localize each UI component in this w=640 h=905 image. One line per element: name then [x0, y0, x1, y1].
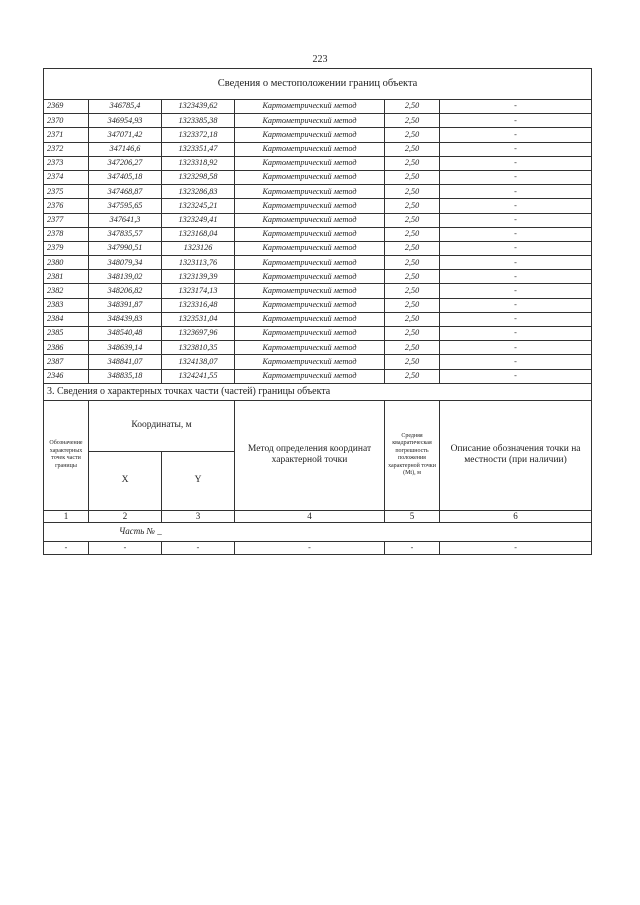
- table-cell: -: [440, 541, 592, 554]
- table-cell: Картометрический метод: [235, 298, 385, 312]
- table-cell: 347206,27: [89, 156, 162, 170]
- table-row: [44, 114, 592, 128]
- table-cell: 2,50: [385, 156, 440, 170]
- table-cell: 2375: [44, 185, 89, 199]
- section-title-row: [44, 69, 592, 100]
- empty-row: [44, 541, 592, 554]
- table-cell: Картометрический метод: [235, 199, 385, 213]
- table-cell: 2,50: [385, 355, 440, 369]
- section3-title: 3. Сведения о характерных точках части (частей) границы объекта: [44, 383, 592, 400]
- table-cell: 1323372,18: [162, 128, 235, 142]
- table-cell: -: [440, 100, 592, 114]
- table-cell: 2,50: [385, 312, 440, 326]
- table-cell: 1323439,62: [162, 100, 235, 114]
- table-cell: -: [440, 156, 592, 170]
- table-cell: 2381: [44, 270, 89, 284]
- header-row-1: [44, 400, 592, 451]
- table-cell: 347595,65: [89, 199, 162, 213]
- column-number: 6: [440, 510, 592, 522]
- table-cell: Картометрический метод: [235, 142, 385, 156]
- table-cell: 348540,48: [89, 327, 162, 341]
- table-cell: 347835,57: [89, 227, 162, 241]
- column-number: 1: [44, 510, 89, 522]
- column-number: 4: [235, 510, 385, 522]
- table-cell: Картометрический метод: [235, 170, 385, 184]
- table-cell: -: [440, 185, 592, 199]
- table-cell: 1323351,47: [162, 142, 235, 156]
- table-cell: 2,50: [385, 185, 440, 199]
- table-row: [44, 256, 592, 270]
- table-cell: -: [440, 369, 592, 383]
- table-cell: 348841,07: [89, 355, 162, 369]
- table-cell: -: [162, 541, 235, 554]
- table-cell: 2,50: [385, 298, 440, 312]
- table-cell: 2382: [44, 284, 89, 298]
- table-row: [44, 284, 592, 298]
- header-y: Y: [162, 451, 235, 510]
- header-coordinates: Координаты, м: [89, 400, 235, 451]
- boundary-table: [43, 68, 592, 555]
- page-number: 223: [312, 54, 328, 65]
- table-cell: Картометрический метод: [235, 114, 385, 128]
- table-cell: 1323174,13: [162, 284, 235, 298]
- table-cell: Картометрический метод: [235, 213, 385, 227]
- table-cell: 347468,87: [89, 185, 162, 199]
- table-cell: 1323697,96: [162, 327, 235, 341]
- table-cell: -: [44, 541, 89, 554]
- table-row: [44, 170, 592, 184]
- table-row: [44, 199, 592, 213]
- table-row: [44, 241, 592, 255]
- table-row: [44, 270, 592, 284]
- part-label: Часть № _: [44, 522, 592, 541]
- table-cell: -: [440, 213, 592, 227]
- table-cell: 1323139,39: [162, 270, 235, 284]
- table-cell: 347146,6: [89, 142, 162, 156]
- table-cell: 348139,02: [89, 270, 162, 284]
- table-cell: Картометрический метод: [235, 100, 385, 114]
- table-cell: 2374: [44, 170, 89, 184]
- table-cell: -: [440, 241, 592, 255]
- table-cell: 2369: [44, 100, 89, 114]
- column-number: 2: [89, 510, 162, 522]
- table-cell: 2378: [44, 227, 89, 241]
- table-cell: Картометрический метод: [235, 355, 385, 369]
- table-cell: 347071,42: [89, 128, 162, 142]
- table-cell: 1323385,38: [162, 114, 235, 128]
- table-cell: Картометрический метод: [235, 369, 385, 383]
- table-cell: -: [440, 355, 592, 369]
- table-cell: 2,50: [385, 256, 440, 270]
- table-cell: -: [440, 114, 592, 128]
- table-cell: Картометрический метод: [235, 341, 385, 355]
- table-cell: Картометрический метод: [235, 227, 385, 241]
- table-cell: 2,50: [385, 170, 440, 184]
- table-cell: -: [385, 541, 440, 554]
- table-cell: 2372: [44, 142, 89, 156]
- part-row: [44, 522, 592, 541]
- table-cell: 347405,18: [89, 170, 162, 184]
- table-cell: -: [440, 170, 592, 184]
- table-cell: 1323298,58: [162, 170, 235, 184]
- header-x: X: [89, 451, 162, 510]
- table-cell: 348639,14: [89, 341, 162, 355]
- table-cell: 1323168,04: [162, 227, 235, 241]
- table-cell: -: [440, 199, 592, 213]
- column-number: 3: [162, 510, 235, 522]
- table-row: [44, 341, 592, 355]
- table-cell: Картометрический метод: [235, 185, 385, 199]
- table-row: [44, 213, 592, 227]
- table-cell: 347990,51: [89, 241, 162, 255]
- table-cell: 348391,87: [89, 298, 162, 312]
- table-cell: 1323113,76: [162, 256, 235, 270]
- table-cell: -: [440, 142, 592, 156]
- table-cell: Картометрический метод: [235, 284, 385, 298]
- header-method: Метод определения координат характерной точки: [235, 400, 385, 510]
- column-number: 5: [385, 510, 440, 522]
- table-cell: 1324138,07: [162, 355, 235, 369]
- table-cell: -: [235, 541, 385, 554]
- table-cell: 2373: [44, 156, 89, 170]
- table-row: [44, 128, 592, 142]
- section3-title-row: [44, 383, 592, 400]
- table-row: [44, 100, 592, 114]
- table-cell: 2379: [44, 241, 89, 255]
- table-cell: 2387: [44, 355, 89, 369]
- table-cell: 348206,82: [89, 284, 162, 298]
- table-cell: -: [440, 312, 592, 326]
- table-cell: -: [440, 298, 592, 312]
- table-cell: 2377: [44, 213, 89, 227]
- header-description: Описание обозначения точки на местности (при наличии): [440, 400, 592, 510]
- table-cell: 2346: [44, 369, 89, 383]
- table-cell: 348079,34: [89, 256, 162, 270]
- table-cell: 348835,18: [89, 369, 162, 383]
- table-cell: 346954,93: [89, 114, 162, 128]
- table-cell: 2,50: [385, 270, 440, 284]
- table-cell: 346785,4: [89, 100, 162, 114]
- table-cell: 2370: [44, 114, 89, 128]
- table-row: [44, 227, 592, 241]
- table-row: [44, 156, 592, 170]
- table-cell: 2,50: [385, 341, 440, 355]
- table-cell: 2,50: [385, 227, 440, 241]
- table-cell: 2371: [44, 128, 89, 142]
- table-cell: 1324241,55: [162, 369, 235, 383]
- table-cell: 348439,83: [89, 312, 162, 326]
- table-cell: 2383: [44, 298, 89, 312]
- table-row: [44, 142, 592, 156]
- table-cell: 2,50: [385, 241, 440, 255]
- table-row: [44, 298, 592, 312]
- table-cell: Картометрический метод: [235, 128, 385, 142]
- table-cell: 2386: [44, 341, 89, 355]
- table-cell: 2,50: [385, 199, 440, 213]
- table-cell: Картометрический метод: [235, 156, 385, 170]
- table-row: [44, 355, 592, 369]
- table-cell: -: [440, 128, 592, 142]
- table-cell: 1323318,92: [162, 156, 235, 170]
- table-cell: 2,50: [385, 128, 440, 142]
- table-row: [44, 312, 592, 326]
- table-cell: 1323126: [162, 241, 235, 255]
- table-cell: Картометрический метод: [235, 241, 385, 255]
- table-cell: 2,50: [385, 327, 440, 341]
- table-cell: -: [440, 227, 592, 241]
- table-cell: Картометрический метод: [235, 312, 385, 326]
- table-cell: 2,50: [385, 284, 440, 298]
- table-cell: -: [89, 541, 162, 554]
- table-cell: 1323245,21: [162, 199, 235, 213]
- table-cell: 2,50: [385, 369, 440, 383]
- header-point-designation: Обозначение характерных точек части границы: [44, 400, 89, 510]
- table-cell: -: [440, 256, 592, 270]
- table-cell: 2,50: [385, 100, 440, 114]
- table-cell: -: [440, 341, 592, 355]
- table-cell: 1323316,48: [162, 298, 235, 312]
- table-cell: 1323249,41: [162, 213, 235, 227]
- table-cell: 2385: [44, 327, 89, 341]
- header-precision: Средняя квадратическая погрешность положения характерной точки (Мt), м: [385, 400, 440, 510]
- table-cell: 2,50: [385, 213, 440, 227]
- table-row: [44, 327, 592, 341]
- table-cell: Картометрический метод: [235, 256, 385, 270]
- table-cell: Картометрический метод: [235, 327, 385, 341]
- table-cell: -: [440, 327, 592, 341]
- table-cell: 2384: [44, 312, 89, 326]
- table-cell: 1323810,35: [162, 341, 235, 355]
- table-row: [44, 369, 592, 383]
- table-cell: Картометрический метод: [235, 270, 385, 284]
- table-row: [44, 185, 592, 199]
- table-cell: 2,50: [385, 142, 440, 156]
- table-cell: 2376: [44, 199, 89, 213]
- section-title: Сведения о местоположении границ объекта: [44, 69, 592, 100]
- table-cell: 347641,3: [89, 213, 162, 227]
- table-cell: -: [440, 270, 592, 284]
- table-cell: 2,50: [385, 114, 440, 128]
- table-cell: 1323531,04: [162, 312, 235, 326]
- table-cell: -: [440, 284, 592, 298]
- table-cell: 1323286,83: [162, 185, 235, 199]
- column-numbers-row: [44, 510, 592, 522]
- table-cell: 2380: [44, 256, 89, 270]
